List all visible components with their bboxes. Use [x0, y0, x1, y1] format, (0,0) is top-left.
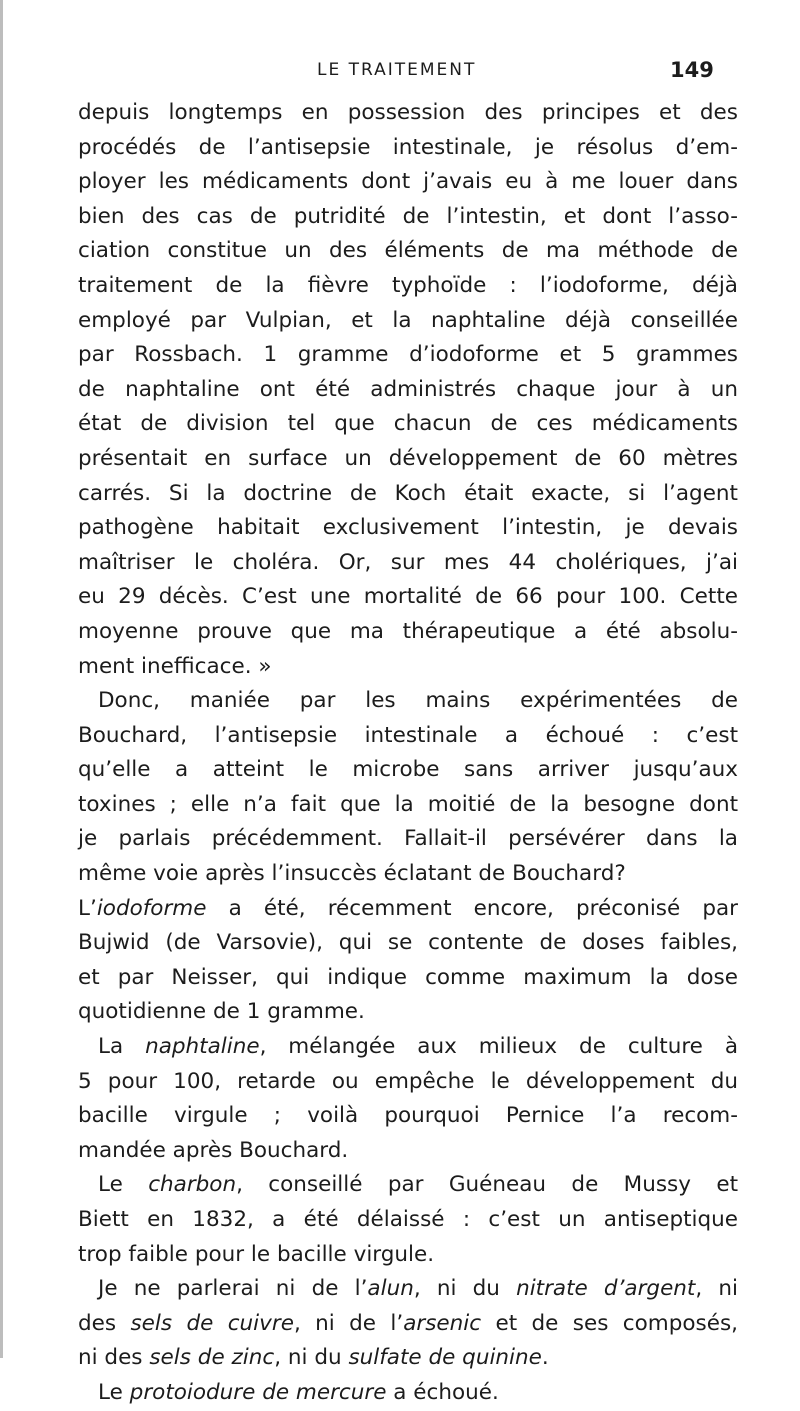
text-line: ciation constitue un des éléments de ma méthode de [78, 238, 738, 264]
text-run: et de ses composés, [481, 1310, 738, 1336]
text-line: trop faible pour le bacille virgule. [78, 1241, 435, 1267]
italic-term: naphtaline [145, 1034, 260, 1060]
text-line: toxines ; elle n’a fait que la moitié de la besogne dont [78, 791, 738, 817]
text-line [78, 1272, 738, 1307]
text-run: ni des [78, 1345, 150, 1371]
text-line [78, 1030, 738, 1065]
text-run: , ni de l’ [293, 1310, 404, 1336]
text-line: par Rossbach. 1 gramme d’iodoforme et 5 grammes [78, 342, 738, 368]
text-line: Donc, maniée par les mains expérimentées de [98, 688, 738, 714]
text-run: , conseillé par Guéneau de Mussy et [236, 1172, 738, 1198]
text-line: mandée après Bouchard. [78, 1137, 349, 1163]
text-run: a été, récemment encore, préconisé par [206, 895, 738, 921]
italic-term: protoiodure de mercure [129, 1379, 387, 1405]
italic-term: charbon [148, 1172, 237, 1198]
text-line: ment inefficace. » [78, 653, 272, 679]
text-line: procédés de l’antisepsie intestinale, je résolus d’em- [78, 134, 738, 160]
text-run: , ni du [274, 1345, 349, 1371]
text-run: , ni du [413, 1276, 517, 1302]
running-title: LE TRAITEMENT [317, 60, 477, 80]
text-run: Le [98, 1379, 130, 1405]
text-line: 5 pour 100, retarde ou empêche le développement du [78, 1068, 738, 1094]
text-line: présentait en surface un développement de 60 mètres [78, 445, 738, 471]
page-left-edge [0, 0, 3, 1358]
text-line [78, 1307, 738, 1342]
text-line: état de division tel que chacun de ces médicaments [78, 411, 738, 437]
text-line: même voie après l’insuccès éclatant de Bouchard? [78, 861, 626, 887]
text-line: pathogène habitait exclusivement l’intestin, je devais [78, 515, 738, 541]
text-line: qu’elle a atteint le microbe sans arriver jusqu’aux [78, 757, 738, 783]
text-line [78, 1376, 738, 1411]
text-run: Je ne parlerai ni de l’ [98, 1276, 368, 1302]
italic-term: iodoforme [96, 895, 207, 921]
text-line: moyenne prouve que ma thérapeutique a été absolu- [78, 618, 738, 644]
italic-term: nitrate d’argent [516, 1276, 696, 1302]
text-line: ployer les médicaments dont j’avais eu à me louer dans [78, 169, 738, 195]
text-line: quotidienne de 1 gramme. [78, 999, 365, 1025]
text-line [78, 1168, 738, 1203]
text-line: bien des cas de putridité de l’intestin, et dont l’asso- [78, 203, 738, 229]
running-head [0, 60, 800, 90]
text-line: traitement de la fièvre typhoïde : l’iodoforme, déjà [78, 272, 738, 298]
body-text [78, 96, 738, 1411]
text-line: de naphtaline ont été administrés chaque jour à un [78, 376, 738, 402]
text-line: je parlais précédemment. Fallait-il persévérer dans la [78, 826, 738, 852]
italic-term: alun [367, 1276, 414, 1302]
text-line: eu 29 décès. C’est une mortalité de 66 pour 100. Cette [78, 584, 738, 610]
text-line: bacille virgule ; voilà pourquoi Pernice l’a recom- [78, 1103, 738, 1129]
text-run: , mélangée aux milieux de culture à [259, 1034, 738, 1060]
page-number: 149 [670, 58, 714, 82]
text-line: Biett en 1832, a été délaissé : c’est un antiseptique [78, 1207, 738, 1232]
text-line: employé par Vulpian, et la naphtaline déjà conseillée [78, 307, 738, 333]
text-line: maîtriser le choléra. Or, sur mes 44 cholériques, j’ai [78, 549, 738, 575]
text-line [78, 1341, 738, 1376]
text-line [78, 892, 738, 927]
text-run: , ni [695, 1276, 738, 1302]
italic-term: sels de cuivre [130, 1310, 294, 1336]
text-run: a échoué. [386, 1379, 499, 1405]
text-run: des [78, 1310, 131, 1336]
text-run: L’ [78, 895, 97, 921]
text-line: carrés. Si la doctrine de Koch était exacte, si l’agent [78, 480, 738, 506]
italic-term: sulfate de quinine [348, 1345, 542, 1371]
text-line: Bujwid (de Varsovie), qui se contente de doses faibles, [78, 930, 738, 956]
text-run: Le [98, 1172, 149, 1198]
text-line: et par Neisser, qui indique comme maximum la dose [78, 964, 738, 990]
italic-term: arsenic [403, 1310, 482, 1336]
text-line: depuis longtemps en possession des principes et des [78, 100, 738, 125]
text-run: . [541, 1345, 549, 1371]
text-line: Bouchard, l’antisepsie intestinale a échoué : c’est [78, 722, 738, 748]
italic-term: sels de zinc [149, 1345, 275, 1371]
text-run: La [98, 1034, 146, 1060]
